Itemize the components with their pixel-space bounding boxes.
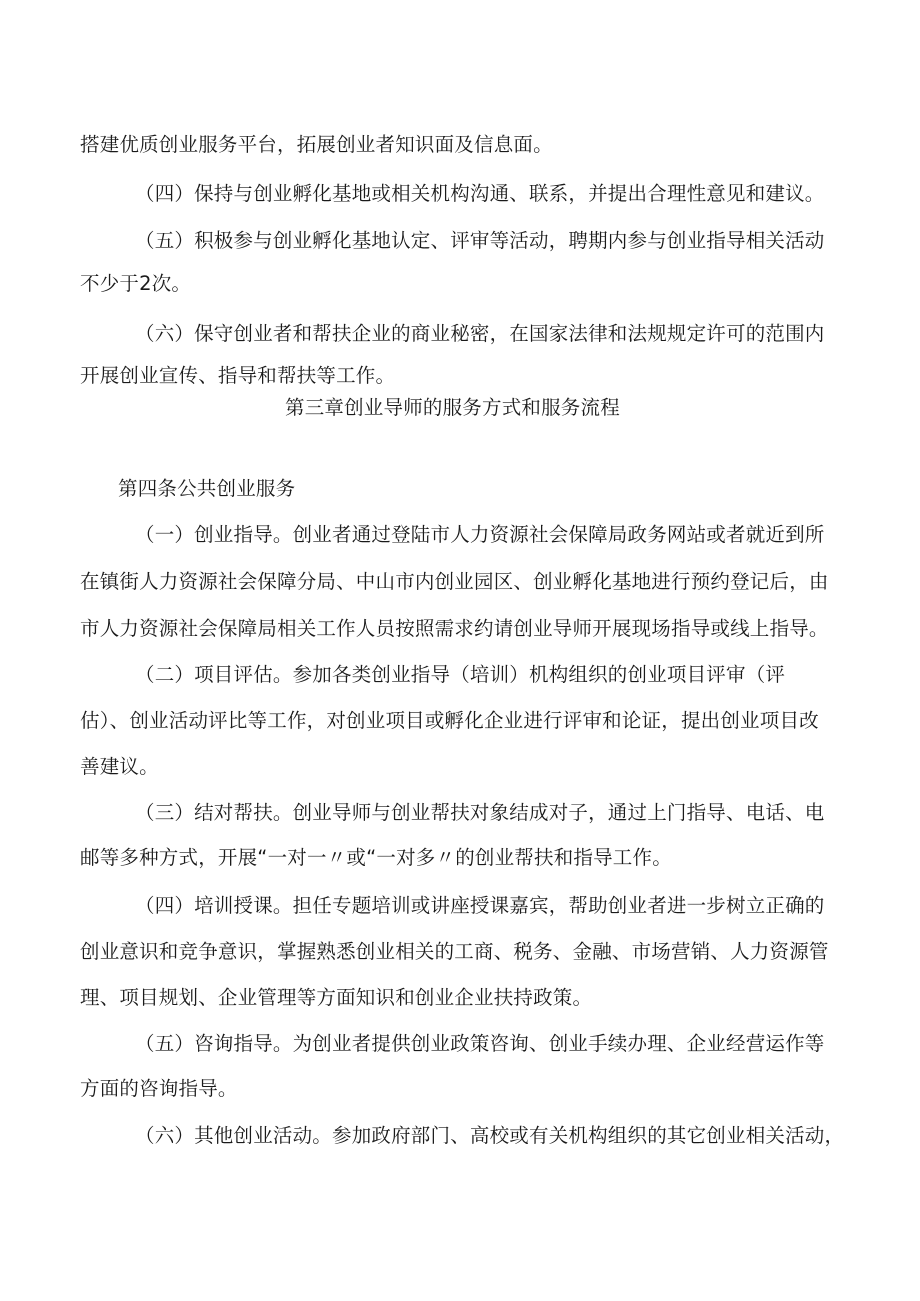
paragraph-line: 在镇街人力资源社会保障分局、中山市内创业园区、创业孵化基地进行预约登记后，由	[80, 570, 829, 593]
paragraph-line: 方面的咨询指导。	[80, 1077, 238, 1100]
paragraph-line: 市人力资源社会保障局相关工作人员按照需求约请创业导师开展现场指导或线上指导。	[80, 617, 829, 640]
paragraph-line: （三）结对帮扶。创业导师与创业帮扶对象结成对子，通过上门指导、电话、电	[135, 801, 825, 824]
chapter-heading: 第三章创业导师的服务方式和服务流程	[285, 396, 620, 419]
paragraph-line: 估）、创业活动评比等工作，对创业项目或孵化企业进行评审和论证，提出创业项目改	[80, 709, 819, 732]
paragraph-line: （四）培训授课。担任专题培训或讲座授课嘉宾，帮助创业者进一步树立正确的	[135, 894, 825, 917]
paragraph-line: （五）咨询指导。为创业者提供创业政策咨询、创业手续办理、企业经营运作等	[135, 1032, 825, 1055]
paragraph-line: （四）保持与创业孵化基地或相关机构沟通、联系，并提出合理性意见和建议。	[135, 182, 825, 205]
paragraph-line: （五）积极参与创业孵化基地认定、评审等活动，聘期内参与创业指导相关活动	[135, 229, 825, 252]
paragraph-line: 搭建优质创业服务平台，拓展创业者知识面及信息面。	[80, 133, 553, 156]
paragraph-line: 开展创业宣传、指导和帮扶等工作。	[80, 364, 396, 387]
paragraph-line: （二）项目评估。参加各类创业指导（培训）机构组织的创业项目评审（评	[135, 663, 786, 686]
paragraph-line: （六）保守创业者和帮扶企业的商业秘密，在国家法律和法规规定许可的范围内	[135, 322, 825, 345]
paragraph-line: （六）其他创业活动。参加政府部门、高校或有关机构组织的其它创业相关活动，	[135, 1124, 845, 1147]
paragraph-line: 善建议。	[80, 755, 159, 778]
paragraph-line: 理、项目规划、企业管理等方面知识和创业企业扶持政策。	[80, 986, 593, 1009]
paragraph-line: 不少于2次。	[80, 272, 192, 295]
article-heading: 第四条公共创业服务	[118, 477, 296, 500]
paragraph-line: 创业意识和竞争意识，掌握熟悉创业相关的工商、税务、金融、市场营销、人力资源管	[80, 940, 829, 963]
paragraph-line: 邮等多种方式，开展“一对一〃或“一对多〃的创业帮扶和指导工作。	[80, 846, 672, 869]
paragraph-line: （一）创业指导。创业者通过登陆市人力资源社会保障局政务网站或者就近到所	[135, 523, 825, 546]
